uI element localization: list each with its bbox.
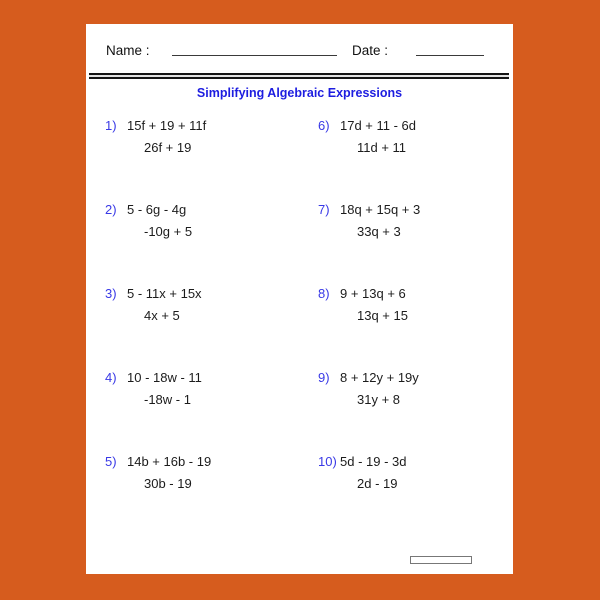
problem-expression: 5d - 19 - 3d [340,454,407,469]
problem-item-1 [105,119,318,203]
problem-item-2 [105,203,318,287]
page-title: Simplifying Algebraic Expressions [196,86,403,100]
date-blank-line [416,55,484,56]
problems-grid [105,119,512,539]
problem-item-5 [105,455,318,539]
problem-number: 7) [318,202,330,217]
problem-item-8 [318,287,512,371]
problem-item-10 [318,455,512,539]
date-label: Date : [352,43,389,58]
problem-number: 3) [105,286,117,301]
problem-expression: 5 - 6g - 4g [127,202,187,217]
problem-answer: 26f + 19 [144,140,192,155]
problem-item-4 [105,371,318,455]
problem-answer: -18w - 1 [144,392,191,407]
problem-expression: 15f + 19 + 11f [127,118,207,133]
problem-expression: 18q + 15q + 3 [340,202,421,217]
problem-answer: 31y + 8 [357,392,401,407]
problem-item-7 [318,203,512,287]
problem-expression: 10 - 18w - 11 [127,370,202,385]
problem-answer: -10g + 5 [144,224,193,239]
footer-blank-box [410,556,472,564]
problem-answer: 4x + 5 [144,308,180,323]
problem-item-9 [318,371,512,455]
worksheet-page [86,24,513,574]
problem-expression: 17d + 11 - 6d [340,118,417,133]
problem-item-6 [318,119,512,203]
problem-number: 9) [318,370,330,385]
problem-item-3 [105,287,318,371]
problem-answer: 11d + 11 [357,140,407,155]
problem-answer: 33q + 3 [357,224,401,239]
header-divider-rule [89,73,509,79]
problem-answer: 2d - 19 [357,476,398,491]
name-label: Name : [106,43,150,58]
problem-answer: 13q + 15 [357,308,408,323]
problem-expression: 9 + 13q + 6 [340,286,406,301]
problem-answer: 30b - 19 [144,476,192,491]
problem-number: 10) [318,454,337,469]
name-blank-line [172,55,337,56]
problem-expression: 5 - 11x + 15x [127,286,202,301]
problem-number: 4) [105,370,117,385]
problem-number: 5) [105,454,117,469]
problem-number: 6) [318,118,330,133]
problem-number: 1) [105,118,117,133]
problem-number: 2) [105,202,117,217]
problem-expression: 14b + 16b - 19 [127,454,212,469]
problem-expression: 8 + 12y + 19y [340,370,419,385]
problem-number: 8) [318,286,330,301]
